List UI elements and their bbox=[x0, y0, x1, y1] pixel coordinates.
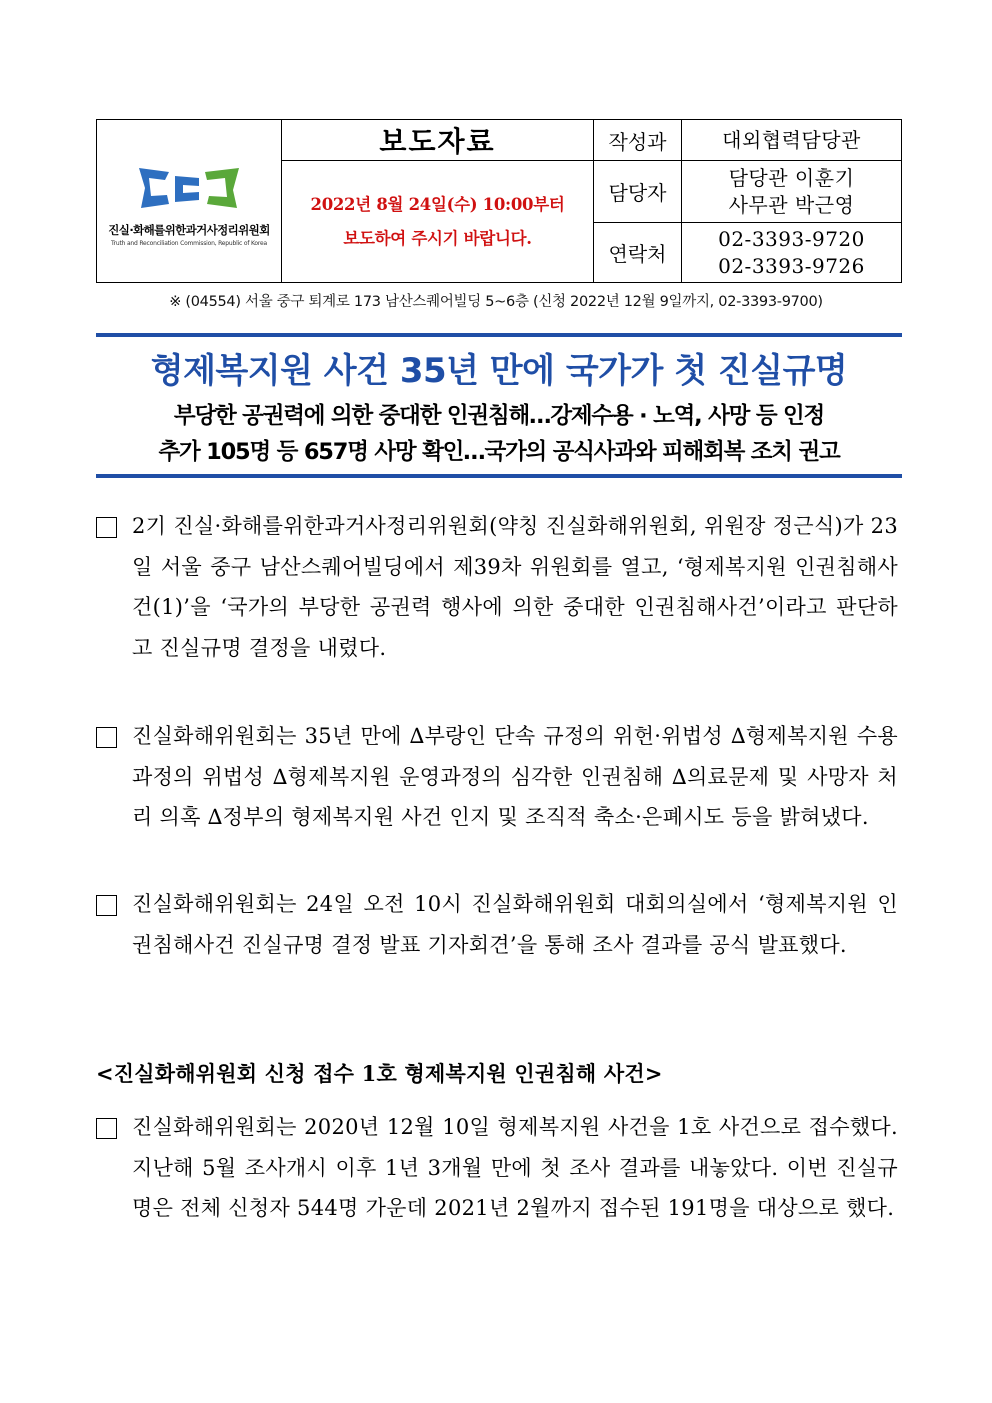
paragraph-3 bbox=[96, 884, 898, 965]
paragraph-1 bbox=[96, 506, 898, 668]
phone-value bbox=[682, 223, 902, 283]
contact-person-2: 사무관 박근영 bbox=[728, 192, 855, 217]
dept-value: 대외협력담당관 bbox=[682, 120, 902, 161]
headline-bottom-rule bbox=[96, 474, 902, 478]
contact-person-1: 담당관 이훈기 bbox=[728, 165, 855, 190]
press-release-title: 보도자료 bbox=[282, 120, 594, 161]
bullet-box-icon bbox=[96, 895, 117, 916]
bullet-box-icon bbox=[96, 517, 117, 538]
headline: 형제복지원 사건 35년 만에 국가가 첫 진실규명 bbox=[150, 351, 848, 391]
phone-label: 연락처 bbox=[594, 223, 682, 283]
address-line: ※ (04554) 서울 중구 퇴계로 173 남산스퀘어빌딩 5~6층 (신청 2022년 12월 9일까지, 02-3393-9700) bbox=[169, 294, 823, 310]
phone-2: 02-3393-9726 bbox=[718, 253, 865, 278]
logo-cell bbox=[97, 120, 282, 283]
org-name-kr: 진실·화해를위한과거사정리위원회 bbox=[108, 222, 270, 237]
org-name-en: Truth and Reconciliation Commission, Republic of Korea bbox=[111, 239, 267, 247]
embargo-notice bbox=[282, 161, 594, 283]
section-paragraph bbox=[96, 1107, 898, 1229]
trc-logo-icon bbox=[133, 162, 245, 214]
bullet-box-icon bbox=[96, 727, 117, 748]
dept-label: 작성과 bbox=[594, 120, 682, 161]
subheadline-1: 부당한 공권력에 의한 중대한 인권침해…강제수용 · 노역, 사망 등 인정 bbox=[173, 403, 825, 429]
contact-label: 담당자 bbox=[594, 161, 682, 223]
phone-1: 02-3393-9720 bbox=[718, 226, 865, 251]
headline-top-rule bbox=[96, 333, 902, 337]
embargo-line-2: 보도하여 주시기 바랍니다. bbox=[343, 228, 532, 248]
paragraph-text: 2기 진실·화해를위한과거사정리위원회(약칭 진실화해위원회, 위원장 정근식)가 23일 서울 중구 남산스퀘어빌딩에서 제39차 위원회를 열고, ‘형제복지원 인권침해사건(1)’을 ‘국가의 부당한 공권력 행사에 의한 중대한 인권침해사건’이라고 판단하고 진실규명 결정을 내렸다. bbox=[132, 514, 898, 660]
press-release-header-table bbox=[96, 119, 902, 283]
paragraph-2 bbox=[96, 716, 898, 838]
embargo-line-1: 2022년 8월 24일(수) 10:00부터 bbox=[310, 194, 565, 214]
paragraph-text: 진실화해위원회는 2020년 12월 10일 형제복지원 사건을 1호 사건으로 접수했다. 지난해 5월 조사개시 이후 1년 3개월 만에 첫 조사 결과를 내놓았다. 이번 진실규명은 전체 신청자 544명 가운데 2021년 2월까지 접수된 191명을 대상으로 했다. bbox=[132, 1115, 898, 1220]
paragraph-text: 진실화해위원회는 24일 오전 10시 진실화해위원회 대회의실에서 ‘형제복지원 인권침해사건 진실규명 결정 발표 기자회견’을 통해 조사 결과를 공식 발표했다. bbox=[132, 892, 898, 957]
subheadline-2: 추가 105명 등 657명 사망 확인…국가의 공식사과와 피해회복 조치 권고 bbox=[158, 439, 840, 465]
contact-value bbox=[682, 161, 902, 223]
bullet-box-icon bbox=[96, 1118, 117, 1139]
section-title: <진실화해위원회 신청 접수 1호 형제복지원 인권침해 사건> bbox=[96, 1061, 663, 1086]
paragraph-text: 진실화해위원회는 35년 만에 ∆부랑인 단속 규정의 위헌·위법성 ∆형제복지원 수용과정의 위법성 ∆형제복지원 운영과정의 심각한 인권침해 ∆의료문제 및 사망자 처리 의혹 ∆정부의 형제복지원 사건 인지 및 조직적 축소·은폐시도 등을 밝혀냈다. bbox=[132, 724, 898, 829]
